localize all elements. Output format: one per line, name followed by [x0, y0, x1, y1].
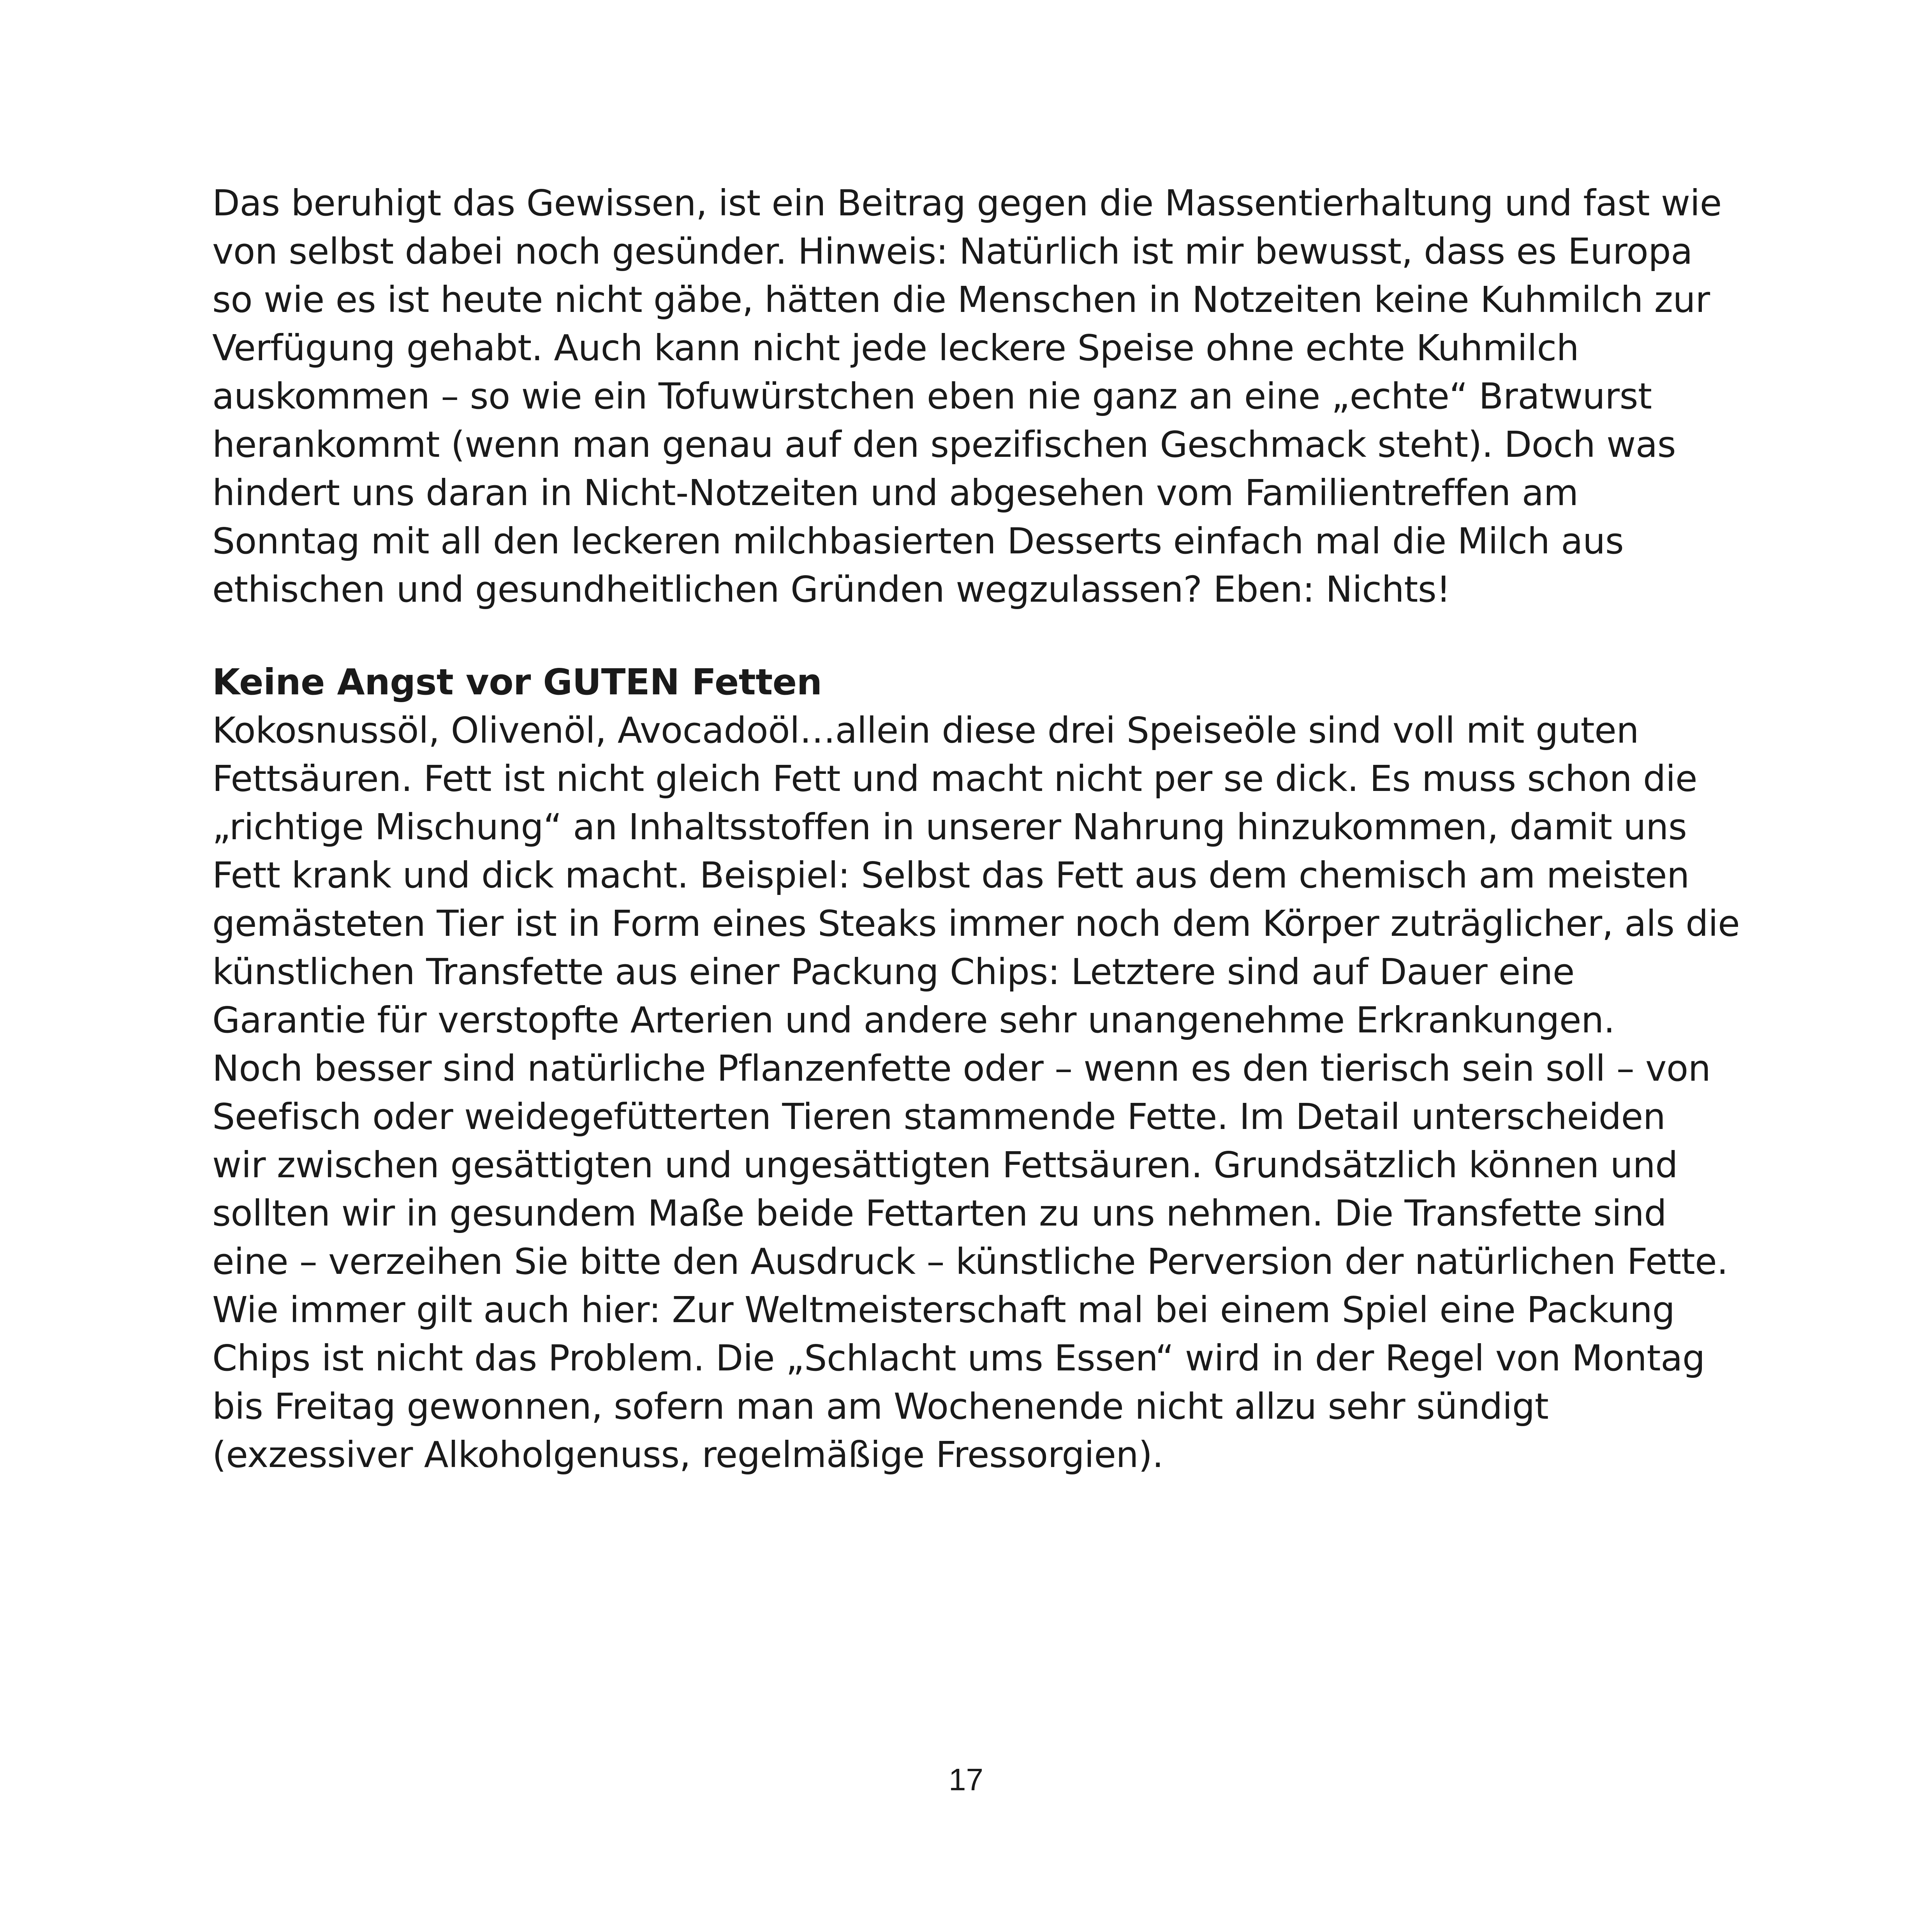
text-line: Wie immer gilt auch hier: Zur Weltmeisterschaft mal bei einem Spiel eine Packung	[212, 1289, 1675, 1331]
text-line: bis Freitag gewonnen, sofern man am Wochenende nicht allzu sehr sündigt	[212, 1386, 1549, 1427]
text-line: (exzessiver Alkoholgenuss, regelmäßige Fressorgien).	[212, 1434, 1164, 1476]
body-paragraph-1	[212, 179, 1801, 614]
text-line: Seefisch oder weidegefütterten Tieren stammende Fette. Im Detail unterscheiden	[212, 1096, 1666, 1138]
text-line: künstlichen Transfette aus einer Packung Chips: Letztere sind auf Dauer eine	[212, 951, 1574, 993]
text-line: Fett krank und dick macht. Beispiel: Selbst das Fett aus dem chemisch am meisten	[212, 854, 1689, 896]
text-line: wir zwischen gesättigten und ungesättigten Fettsäuren. Grundsätzlich können und	[212, 1144, 1678, 1186]
text-line: gemästeten Tier ist in Form eines Steaks immer noch dem Körper zuträglicher, als die	[212, 903, 1740, 944]
page-number: 17	[949, 1762, 983, 1797]
text-line: Sonntag mit all den leckeren milchbasierten Desserts einfach mal die Milch aus	[212, 520, 1624, 562]
text-line: Kokosnussöl, Olivenöl, Avocadoöl…allein diese drei Speiseöle sind voll mit guten	[212, 710, 1639, 751]
text-line: herankommt (wenn man genau auf den spezifischen Geschmack steht). Doch was	[212, 424, 1676, 465]
text-line: Das beruhigt das Gewissen, ist ein Beitrag gegen die Massentierhaltung und fast wie	[212, 182, 1722, 224]
text-line: auskommen – so wie ein Tofuwürstchen eben nie ganz an eine „echte“ Bratwurst	[212, 375, 1652, 417]
text-line: sollten wir in gesundem Maße beide Fettarten zu uns nehmen. Die Transfette sind	[212, 1192, 1667, 1234]
text-line: eine – verzeihen Sie bitte den Ausdruck – künstliche Perversion der natürlichen Fette.	[212, 1241, 1728, 1282]
body-paragraph-2	[212, 706, 1801, 1479]
text-line: „richtige Mischung“ an Inhaltsstoffen in unserer Nahrung hinzukommen, damit uns	[212, 806, 1687, 848]
text-line: von selbst dabei noch gesünder. Hinweis: Natürlich ist mir bewusst, dass es Europa	[212, 231, 1693, 272]
text-line: Fettsäuren. Fett ist nicht gleich Fett und macht nicht per se dick. Es muss schon die	[212, 758, 1698, 800]
text-line: hindert uns daran in Nicht-Notzeiten und abgesehen vom Familientreffen am	[212, 472, 1578, 514]
section-heading: Keine Angst vor GUTEN Fetten	[212, 661, 822, 703]
text-line: Verfügung gehabt. Auch kann nicht jede leckere Speise ohne echte Kuhmilch	[212, 327, 1579, 369]
text-line: ethischen und gesundheitlichen Gründen wegzulassen? Eben: Nichts!	[212, 569, 1451, 610]
text-line: Chips ist nicht das Problem. Die „Schlacht ums Essen“ wird in der Regel von Montag	[212, 1337, 1705, 1379]
text-line: Noch besser sind natürliche Pflanzenfette oder – wenn es den tierisch sein soll – von	[212, 1048, 1711, 1089]
text-line: so wie es ist heute nicht gäbe, hätten die Menschen in Notzeiten keine Kuhmilch zur	[212, 279, 1710, 321]
text-line: Garantie für verstopfte Arterien und andere sehr unangenehme Erkrankungen.	[212, 999, 1615, 1041]
